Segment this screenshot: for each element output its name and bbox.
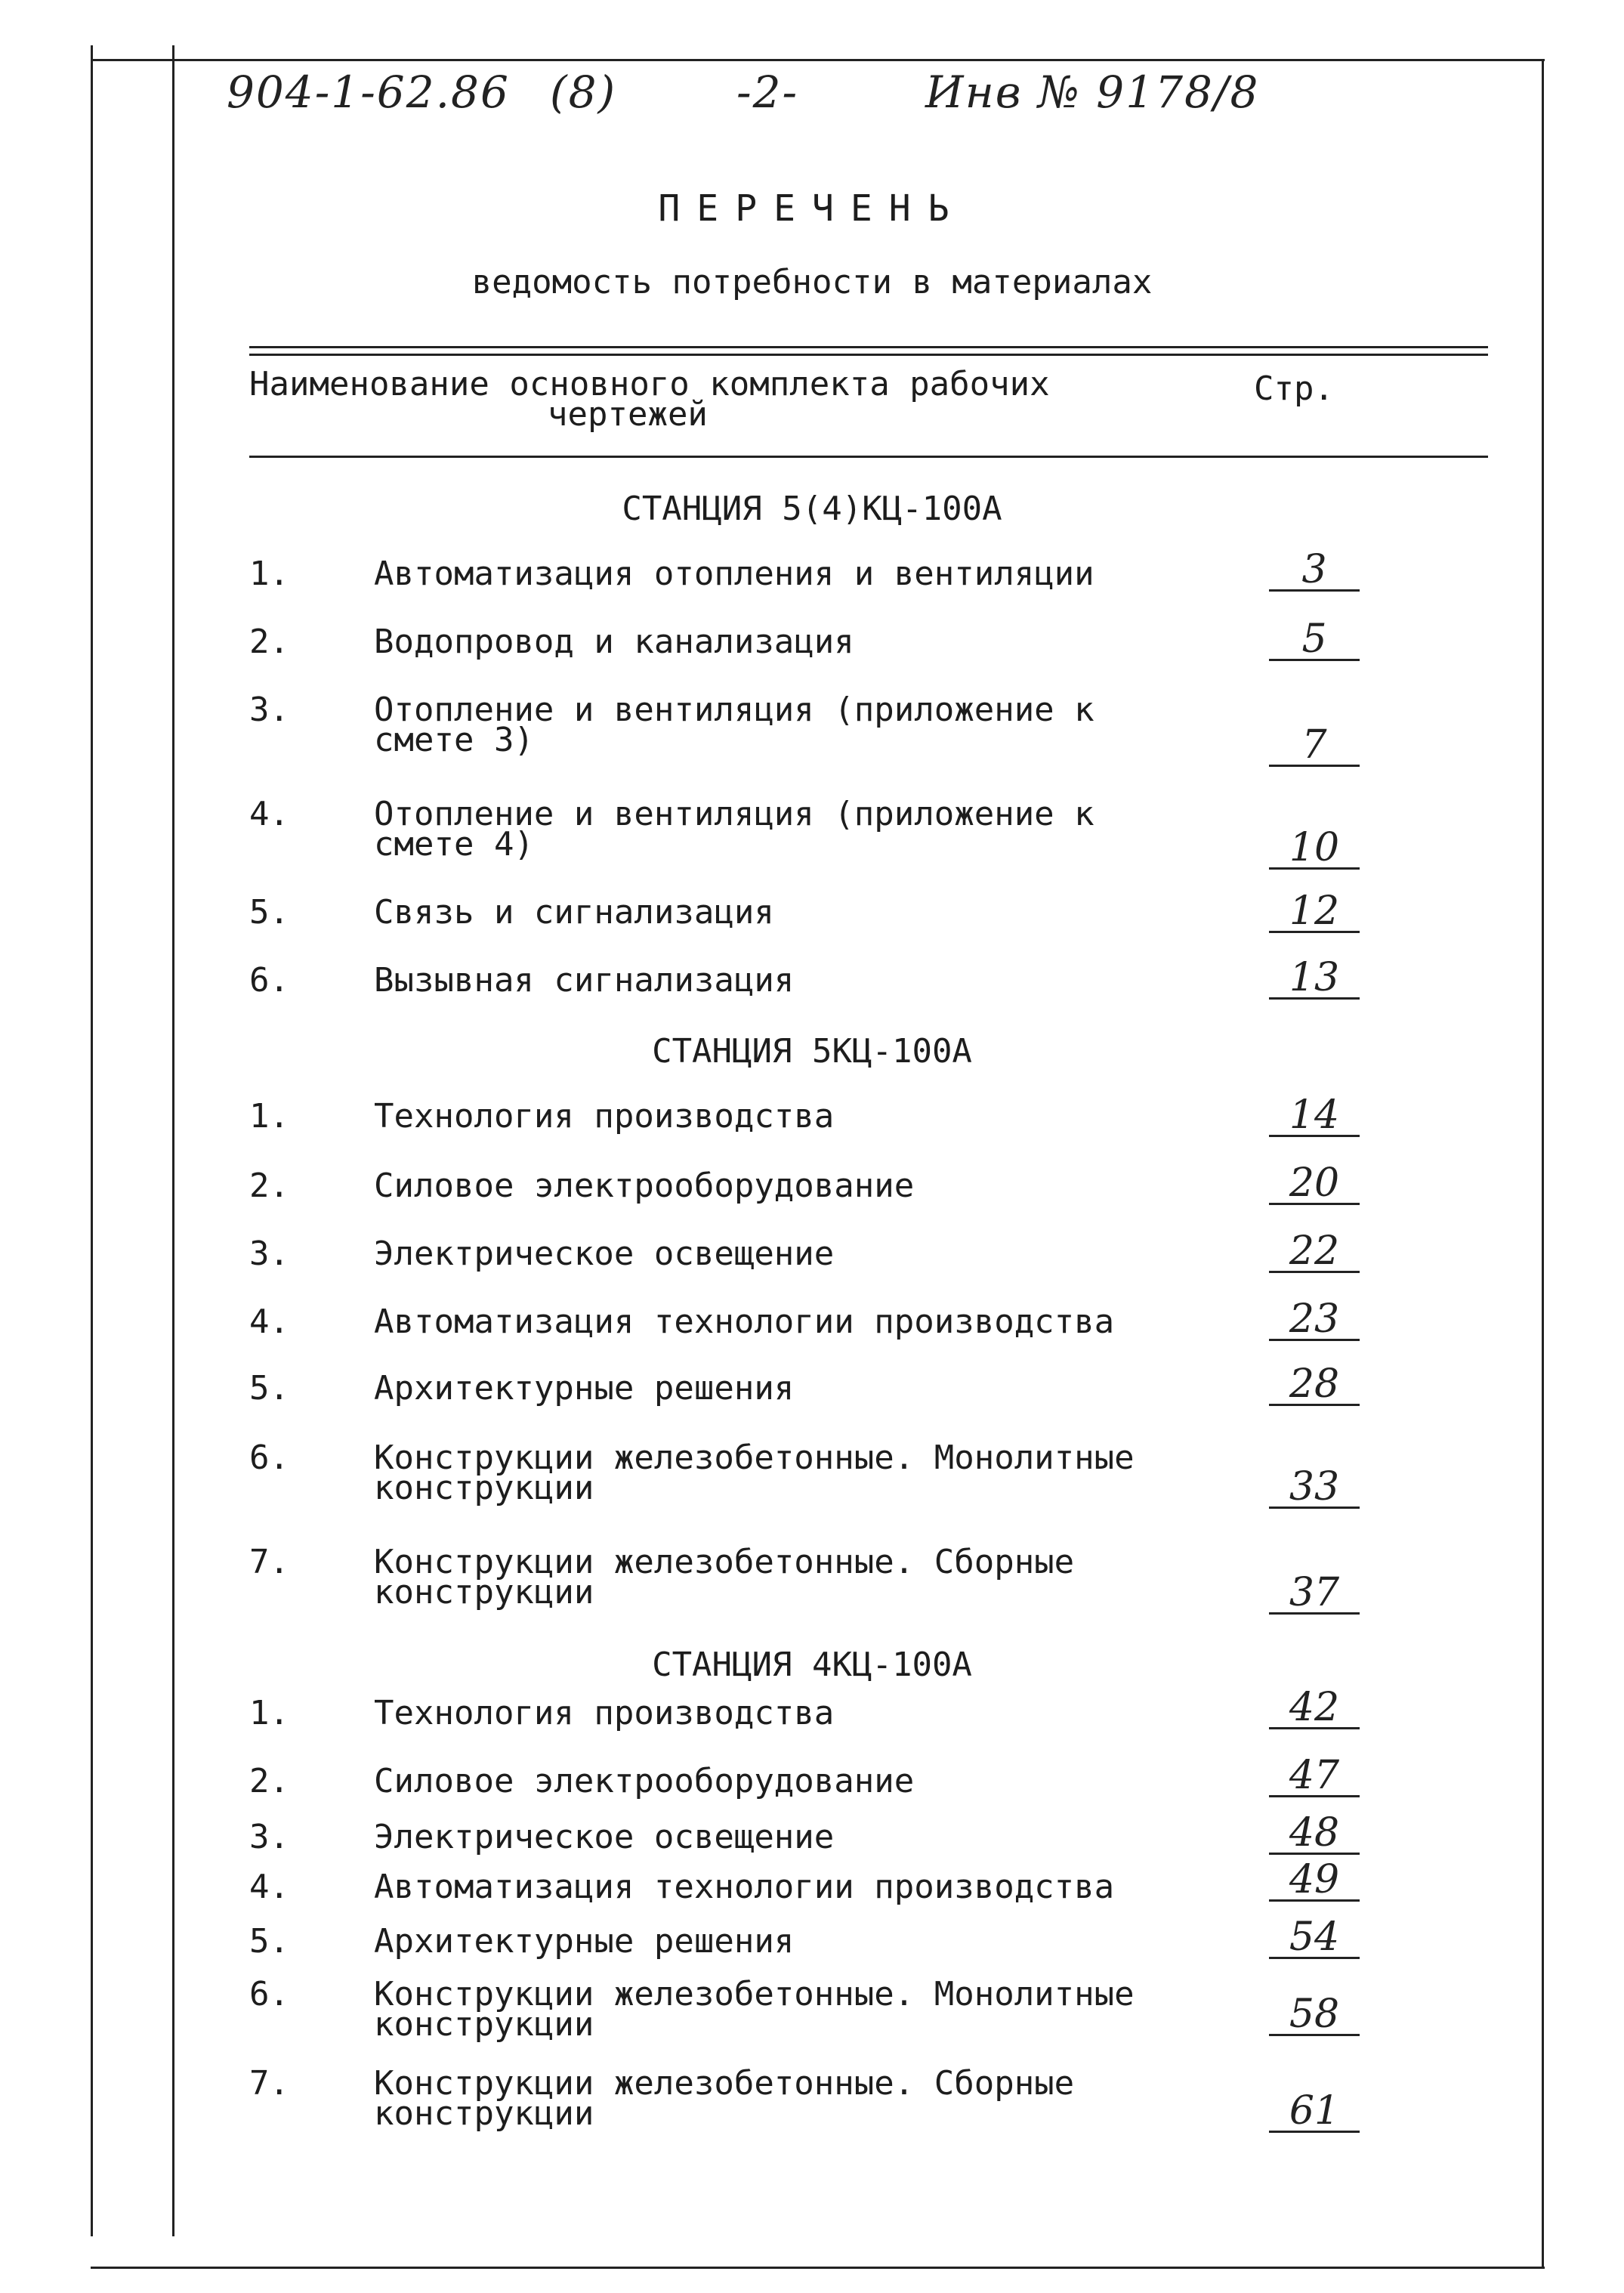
list-item	[0, 1857, 1624, 1906]
item-number: 5.	[249, 893, 289, 932]
item-name: Архитектурные решения	[374, 1922, 795, 1961]
item-number: 3.	[249, 1235, 289, 1273]
item-page: 54	[1269, 1918, 1360, 1959]
item-name-continued: конструкции	[374, 2005, 594, 2044]
item-number: 2.	[249, 623, 289, 661]
frame-bottom-line	[91, 2267, 1545, 2269]
doc-number: 904-1-62.86	[227, 66, 510, 118]
item-number: 4.	[249, 795, 289, 833]
item-number: 2.	[249, 1762, 289, 1800]
item-name: Конструкции железобетонные. Монолитные	[374, 1439, 1135, 1477]
header-rule-bottom	[249, 456, 1488, 458]
album-number: (8)	[550, 66, 617, 118]
item-page: 61	[1269, 2091, 1360, 2133]
item-name: Конструкции железобетонные. Монолитные	[374, 1975, 1135, 2013]
item-page: 47	[1269, 1756, 1360, 1797]
item-number: 1.	[249, 555, 289, 593]
list-item	[0, 1439, 1624, 1510]
column-header-page: Стр.	[1254, 369, 1334, 408]
column-header-name-line2: чертежей	[548, 395, 708, 434]
item-number: 6.	[249, 1439, 289, 1477]
list-item	[0, 691, 1624, 768]
item-name: Автоматизация технологии производства	[374, 1868, 1115, 1906]
section-title: СТАНЦИЯ 4КЦ-100А	[652, 1646, 972, 1684]
sheet-number: -2-	[736, 66, 799, 118]
item-number: 6.	[249, 961, 289, 1000]
list-item	[0, 1160, 1624, 1206]
list-item	[0, 617, 1624, 662]
item-number: 2.	[249, 1167, 289, 1205]
binding-margin-line	[172, 45, 174, 2236]
list-item	[0, 1296, 1624, 1342]
frame-left-line	[91, 45, 93, 2236]
item-number: 5.	[249, 1922, 289, 1961]
item-number: 7.	[249, 1543, 289, 1581]
item-page: 3	[1269, 550, 1360, 592]
item-name-continued: конструкции	[374, 2094, 594, 2133]
list-item	[0, 1543, 1624, 1615]
page-title: ПЕРЕЧЕНЬ	[658, 187, 966, 230]
item-page: 58	[1269, 1995, 1360, 2036]
item-name: Автоматизация технологии производства	[374, 1303, 1115, 1341]
item-number: 6.	[249, 1975, 289, 2013]
item-name-continued: смете 4)	[374, 825, 534, 864]
list-item	[0, 795, 1624, 870]
item-page: 10	[1269, 828, 1360, 870]
item-name: Архитектурные решения	[374, 1369, 795, 1408]
item-name-continued: конструкции	[374, 1469, 594, 1507]
item-name: Электрическое освещение	[374, 1818, 835, 1856]
list-item	[0, 547, 1624, 593]
frame-right-line	[1542, 59, 1544, 2269]
item-page: 33	[1269, 1467, 1360, 1509]
section-title: СТАНЦИЯ 5КЦ-100А	[652, 1032, 972, 1071]
list-item	[0, 1975, 1624, 2044]
item-name: Электрическое освещение	[374, 1235, 835, 1273]
list-item	[0, 1753, 1624, 1800]
item-number: 7.	[249, 2064, 289, 2103]
page-subtitle: ведомость потребности в материалах	[471, 263, 1153, 301]
item-number: 1.	[249, 1097, 289, 1136]
item-name-continued: смете 3)	[374, 721, 534, 759]
item-number: 1.	[249, 1694, 289, 1732]
frame-top-line	[91, 59, 1545, 61]
item-page: 28	[1269, 1364, 1360, 1406]
item-page: 37	[1269, 1573, 1360, 1615]
item-page: 7	[1269, 725, 1360, 767]
item-page: 20	[1269, 1163, 1360, 1205]
item-page: 5	[1269, 620, 1360, 661]
item-page: 13	[1269, 958, 1360, 1000]
item-name: Технология производства	[374, 1694, 835, 1732]
item-page: 14	[1269, 1096, 1360, 1137]
list-item	[0, 1228, 1624, 1274]
column-header-name-line1: Наименование основного комплекта рабочих	[249, 365, 1050, 403]
item-name: Силовое электрооборудование	[374, 1762, 915, 1800]
list-item	[0, 1685, 1624, 1732]
item-name: Водопровод и канализация	[374, 623, 854, 661]
item-number: 3.	[249, 691, 289, 729]
item-name: Конструкции железобетонные. Сборные	[374, 2064, 1075, 2103]
item-name-continued: конструкции	[374, 1573, 594, 1612]
item-name: Отопление и вентиляция (приложение к	[374, 795, 1095, 833]
item-number: 3.	[249, 1818, 289, 1856]
item-name: Силовое электрооборудование	[374, 1167, 915, 1205]
item-name: Технология производства	[374, 1097, 835, 1136]
item-page: 48	[1269, 1813, 1360, 1855]
item-page: 22	[1269, 1231, 1360, 1273]
item-number: 5.	[249, 1369, 289, 1408]
header-double-rule-top	[249, 346, 1488, 348]
item-name: Связь и сигнализация	[374, 893, 774, 932]
header-double-rule-bottom	[249, 354, 1488, 356]
item-page: 12	[1269, 892, 1360, 933]
list-item	[0, 1810, 1624, 1856]
item-page: 42	[1269, 1688, 1360, 1729]
item-name: Автоматизация отопления и вентиляции	[374, 555, 1095, 593]
item-number: 4.	[249, 1303, 289, 1341]
item-page: 23	[1269, 1299, 1360, 1341]
item-name: Вызывная сигнализация	[374, 961, 795, 1000]
item-name: Отопление и вентиляция (приложение к	[374, 691, 1095, 729]
inventory-number: Инв № 9178/8	[925, 66, 1260, 118]
item-number: 4.	[249, 1868, 289, 1906]
item-page: 49	[1269, 1860, 1360, 1902]
item-name: Конструкции железобетонные. Сборные	[374, 1543, 1075, 1581]
section-title: СТАНЦИЯ 5(4)КЦ-100А	[622, 490, 1002, 528]
